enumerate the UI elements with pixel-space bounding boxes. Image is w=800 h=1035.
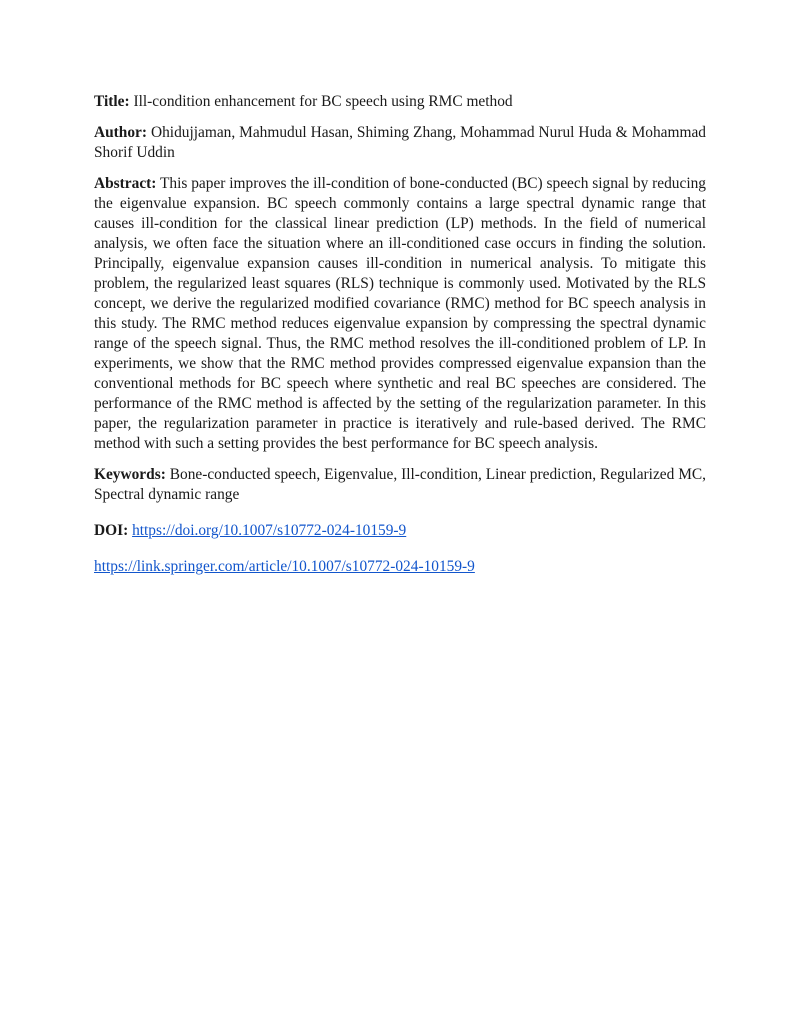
doi-label: DOI: xyxy=(94,522,129,539)
doi-link[interactable]: https://doi.org/10.1007/s10772-024-10159-9 xyxy=(132,522,407,539)
springer-link-paragraph xyxy=(94,557,706,577)
title-text: Ill-condition enhancement for BC speech using RMC method xyxy=(133,93,513,110)
doi-paragraph xyxy=(94,521,706,541)
title-paragraph xyxy=(94,92,706,112)
abstract-text: This paper improves the ill-condition of bone-conducted (BC) speech signal by reducing the eigenvalue expansion. BC speech commonly contains a large spectral dynamic range that causes ill-condition for the classical linear prediction (LP) methods. In the field of numerical analysis, we often face the situation where an ill-conditioned case occurs in finding the solution. Principally, eigenvalue expansion causes ill-condition in numerical analysis. To mitigate this problem, the regularized least squares (RLS) technique is commonly used. Motivated by the RLS concept, we derive the regularized modified covariance (RMC) method for BC speech analysis in this study. The RMC method reduces eigenvalue expansion by compressing the spectral dynamic range of the speech signal. Thus, the RMC method resolves the ill-conditioned problem of LP. In experiments, we show that the RMC method provides compressed eigenvalue expansion than the conventional methods for BC speech where synthetic and real BC speeches are considered. The performance of the RMC method is affected by the setting of the regularization parameter. In this paper, the regularization parameter in practice is iteratively and rule-based derived. The RMC method with such a setting provides the best performance for BC speech analysis. xyxy=(94,175,706,452)
document-page xyxy=(94,92,706,588)
abstract-label: Abstract: xyxy=(94,175,157,192)
author-paragraph xyxy=(94,123,706,163)
keywords-text: Bone-conducted speech, Eigenvalue, Ill-condition, Linear prediction, Regularized MC, Spectral dynamic range xyxy=(94,466,706,503)
author-text: Ohidujjaman, Mahmudul Hasan, Shiming Zhang, Mohammad Nurul Huda & Mohammad Shorif Uddin xyxy=(94,124,706,161)
author-label: Author: xyxy=(94,124,148,141)
abstract-paragraph xyxy=(94,174,706,454)
title-label: Title: xyxy=(94,93,130,110)
keywords-paragraph xyxy=(94,465,706,505)
keywords-label: Keywords: xyxy=(94,466,166,483)
springer-link[interactable]: https://link.springer.com/article/10.1007/s10772-024-10159-9 xyxy=(94,558,475,575)
